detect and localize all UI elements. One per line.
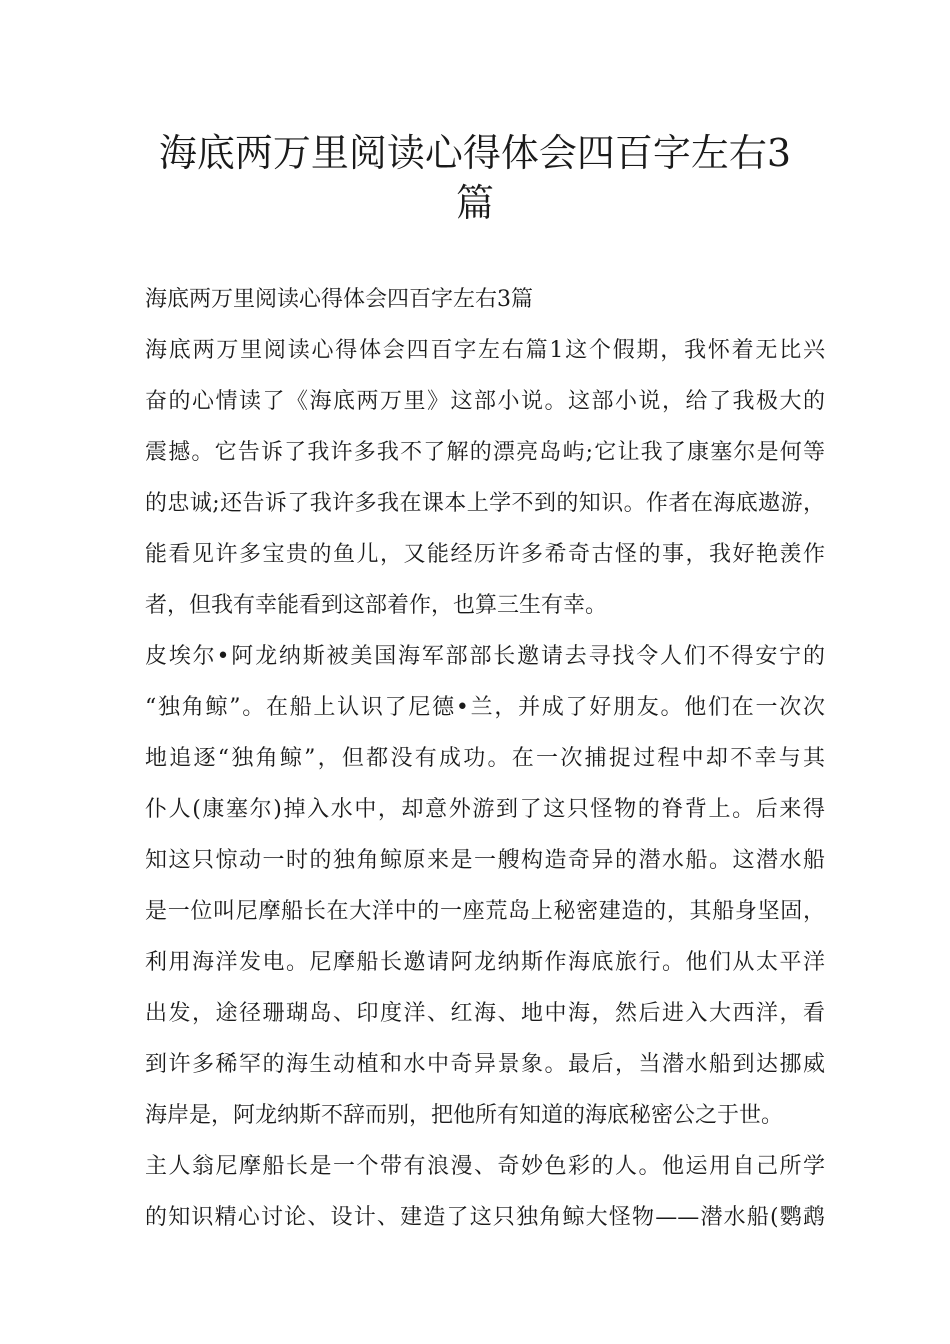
paragraph-1-line: 者，但我有幸能看到这部着作，也算三生有幸。	[145, 593, 608, 618]
title-line-2: 篇	[455, 181, 494, 225]
paragraph-2-line: 皮埃尔•阿龙纳斯被美国海军部部长邀请去寻找令人们不得安宁的	[145, 644, 825, 669]
paragraph-2-line: 仆人(康塞尔)掉入水中，却意外游到了这只怪物的脊背上。后来得	[145, 797, 825, 822]
paragraph-1-line: 能看见许多宝贵的鱼儿，又能经历许多希奇古怪的事，我好艳羡作	[145, 542, 825, 567]
paragraph-1-line: 海底两万里阅读心得体会四百字左右篇1这个假期，我怀着无比兴	[145, 338, 825, 363]
document-body	[145, 284, 825, 1253]
paragraph-3-line: 的知识精心讨论、设计、建造了这只独角鲸大怪物——潜水船(鹦鹉	[145, 1205, 825, 1230]
paragraph-1-line: 震撼。它告诉了我许多我不了解的漂亮岛屿;它让我了康塞尔是何等	[145, 440, 825, 465]
document-title	[120, 128, 830, 228]
paragraph-2-line: 是一位叫尼摩船长在大洋中的一座荒岛上秘密建造的，其船身坚固，	[145, 899, 825, 924]
paragraph-2-line: 利用海洋发电。尼摩船长邀请阿龙纳斯作海底旅行。他们从太平洋	[145, 950, 825, 975]
paragraph-2-line: 出发，途径珊瑚岛、印度洋、红海、地中海，然后进入大西洋，看	[145, 1001, 825, 1026]
document-subtitle: 海底两万里阅读心得体会四百字左右3篇	[145, 287, 533, 312]
paragraph-1-line: 的忠诚;还告诉了我许多我在课本上学不到的知识。作者在海底遨游，	[145, 491, 825, 516]
paragraph-2-line: 地追逐“独角鲸”，但都没有成功。在一次捕捉过程中却不幸与其	[145, 746, 825, 771]
paragraph-2-line: 知这只惊动一时的独角鲸原来是一艘构造奇异的潜水船。这潜水船	[145, 848, 825, 873]
paragraph-1-line: 奋的心情读了《海底两万里》这部小说。这部小说，给了我极大的	[145, 389, 825, 414]
paragraph-2-line: 海岸是，阿龙纳斯不辞而别，把他所有知道的海底秘密公之于世。	[145, 1103, 784, 1128]
paragraph-2-line: “独角鲸”。在船上认识了尼德•兰，并成了好朋友。他们在一次次	[145, 695, 825, 720]
paragraph-3-line: 主人翁尼摩船长是一个带有浪漫、奇妙色彩的人。他运用自己所学	[145, 1154, 825, 1179]
paragraph-2-line: 到许多稀罕的海生动植和水中奇异景象。最后，当潜水船到达挪威	[145, 1052, 825, 1077]
title-line-1: 海底两万里阅读心得体会四百字左右3	[158, 131, 792, 175]
